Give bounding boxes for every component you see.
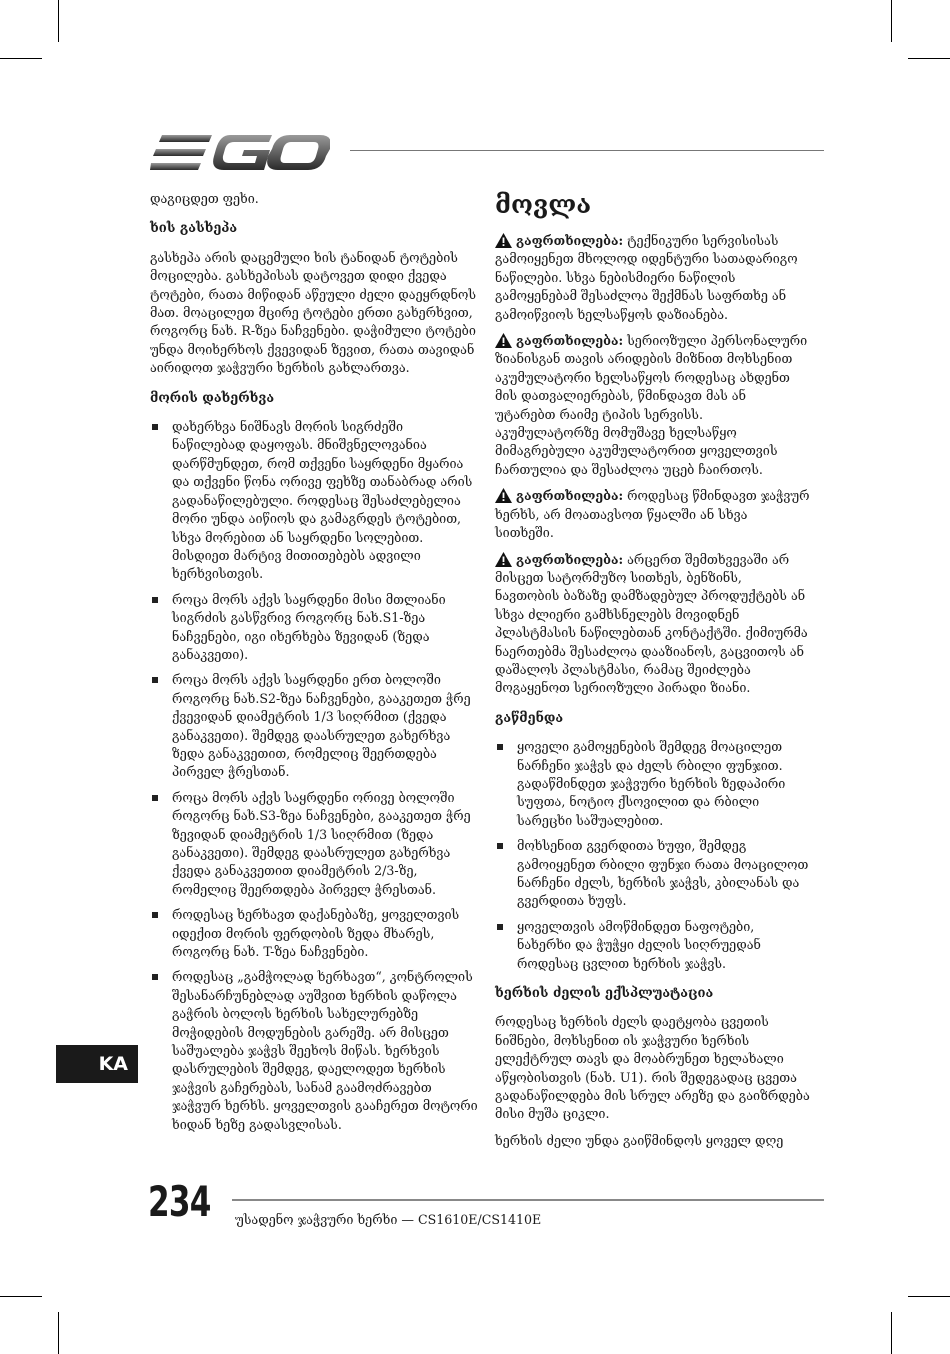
list-item: როდესაც ხერხავთ დაქანებაზე, ყოველთვის იდექით მორის ფერდობის ზედა მხარეს, როგორც ნახ. T-ზეა ნაჩვენები.	[150, 906, 480, 961]
square-bullet-icon	[497, 744, 503, 750]
crop-mark	[891, 0, 892, 42]
warning-triangle-icon	[495, 233, 512, 248]
square-bullet-icon	[497, 924, 503, 930]
square-bullet-icon	[152, 912, 158, 918]
ego-logo	[150, 132, 330, 172]
intro-fragment: დაგიცდეთ ფეხი.	[150, 191, 259, 206]
crop-mark	[908, 1296, 950, 1297]
warning-label: გაფრთხილება:	[516, 488, 624, 504]
warning-label: გაფრთხილება:	[516, 333, 624, 349]
list-item: დახერხვა ნიშნავს მორის სიგრძეში ნაწილებად დაყოფას. მნიშვნელოვანია დარწმუნდეთ, რომ თქვენი საყრდენი მყარია და თქვენი წონა ორივე ფეხზე თანაბრად არის გადანაწილებული. როდესაც შესაძლებელია მორი უნდა აიწიოს და გამაგრდეს ტოტებით, სხვა მორებით ან საყრდენი სოლებით. მისდიეთ მარტივ მითითებებს ადვილი ხერხვისთვის.	[150, 418, 480, 584]
header-rule	[350, 150, 824, 151]
list-item: როცა მორს აქვს საყრდენი ორივე ბოლოში როგორც ნახ.S3-ზეა ნაჩვენები, გააკეთეთ ჭრე ზევიდან დიამეტრის 1/3 სიღრმით (ზედა განაკვეთი). შემდეგ დაასრულეთ გახერხვა ქვედა განაკვეთით დიამეტრის 2/3-ზე, რომელიც შეერთდება პირველ ჭრესთან.	[150, 789, 480, 899]
page-number: 234	[148, 1177, 211, 1226]
crop-mark	[0, 58, 42, 59]
list-item: როდესაც „გამჭოლად ხერხავთ“, კონტროლის შესანარჩუნებლად აუშვით ხერხის დაწოლა გაჭრის ბოლოს ხერხის სახელურებზე მოჭიდების მოდუნების გარეშე. არ მისცეთ საშუალება ჯაჭვს შეეხოს მიწას. ხერხვის დასრულების შემდეგ, დაელოდეთ ხერხის ჯაჭვის გაჩერებას, სანამ გაამოძრავებთ ჯაჭვურ ხერხს. ყოველთვის გააჩერეთ მოტორი ხიდან ხეზე გადასვლისას.	[150, 968, 480, 1134]
warning-label: გაფრთხილება:	[516, 233, 624, 248]
warning-triangle-icon	[495, 552, 512, 567]
section-heading-limbing: ხის გასხეპა	[150, 221, 238, 237]
warning-triangle-icon	[495, 333, 512, 348]
bar-operation-paragraph: ხერხის ძელი უნდა გაიწმინდოს ყოველ დღე	[495, 1132, 784, 1148]
warning-label: გაფრთხილება:	[516, 551, 624, 567]
warning-text: სერიოზული პერსონალური ზიანისგან თავის არიდების მიზნით მოხსენით აკუმულატორი ხელსაწყოს როდესაც ახდენთ მის დათვალიერებას, წმინდავთ მას ან უტარებთ რაიმე ტიპის სერვისს. აკუმულატორზე მომუშავე ხელსაწყო მიმაგრებული აკუმულატორით ყოველთვის ჩართულია და შესაძლოა უცებ ჩაირთოს.	[495, 333, 808, 477]
warning-paragraph	[495, 487, 810, 542]
warning-paragraph	[495, 332, 810, 479]
bucking-list	[150, 418, 480, 1134]
section-heading-bar-operation: ხერხის ძელის ექსპლუატაცია	[495, 986, 714, 1002]
crop-mark	[0, 1296, 42, 1297]
crop-mark	[891, 1312, 892, 1354]
right-column	[495, 190, 810, 1158]
crop-mark	[58, 1312, 59, 1354]
left-column	[150, 190, 480, 1141]
square-bullet-icon	[497, 843, 503, 849]
footer-rule	[232, 1199, 824, 1201]
warning-paragraph	[495, 232, 810, 324]
section-heading-bucking: მორის დახერხვა	[150, 390, 275, 406]
list-item: როცა მორს აქვს საყრდენი მისი მთლიანი სიგრძის გასწვრივ როგორც ნახ.S1-ზეა ნაჩვენები, იგი იხერხება ზევიდან (ზედა განაკვეთი).	[150, 591, 480, 665]
list-item: ყოველი გამოყენების შემდეგ მოაცილეთ ნარჩენი ჯაჭვს და ძელს რბილი ფუნჯით. გადაწმინდეთ ჯაჭვური ხერხის ზედაპირი სუფთა, ნოტიო ქსოვილით და რბილი სარეცხი საშუალებით.	[495, 738, 810, 830]
section-heading-cleaning: გაწმენდა	[495, 710, 564, 726]
square-bullet-icon	[152, 795, 158, 801]
list-item: მოხსენით გვერდითა ხუფი, შემდეგ გამოიყენეთ რბილი ფუნჯი რათა მოაცილოთ ნარჩენი ძელს, ხერხის ჯაჭვს, კბილანას და გვერდითა ხუფს.	[495, 837, 810, 911]
warning-text: არცერთ შემთხვევაში არ მისცეთ სატორმუზო სითხეს, ბენზინს, ნავთობის ბაზაზე დამზადებულ პროდუქტებს ან სხვა ძლიერი გამხსნელებს მოვიდნენ პლასტმასის ნაწილებთან კონტაქტში. ქიმიურმა ნაერთებმა შესაძლოა დააზიანოს, გაცვითოს ან დაშალოს პლასტმასი, რამაც შეიძლება მოგაყენოთ სერიოზული პირადი ზიანი.	[495, 551, 808, 696]
square-bullet-icon	[152, 597, 158, 603]
language-tab: KA	[56, 1045, 138, 1083]
list-item: როცა მორს აქვს საყრდენი ერთ ბოლოში როგორც ნახ.S2-ზეა ნაჩვენები, გააკეთეთ ჭრე ქვევიდან დიამეტრის 1/3 სიღრმით (ქვედა განაკვეთი). შემდეგ დაასრულეთ გახერხვა ზედა განაკვეთით, რომელიც შეერთდება პირველ ჭრესთან.	[150, 671, 480, 781]
warning-text: როდესაც წმინდავთ ჯაჭვურ ხერხს, არ მოათავსოთ წყალში ან სხვა სითხეში.	[495, 488, 810, 541]
crop-mark	[58, 0, 59, 42]
limbing-paragraph: გასხეპა არის დაცემული ხის ტანიდან ტოტების მოცილება. გასხეპისას დატოვეთ დიდი ქვედა ტოტები, რათა მიწიდან აწეული ძელი დაეყრდნოს მათ. მოაცილეთ მცირე ტოტები ერთი გახერხვით, როგორც ნახ. R-ზეა ნაჩვენები. დაჭიმული ტოტები უნდა მოიხერხოს ქვევიდან ზევით, რათა თავიდან აირიდოთ ჯაჭვური ხერხის გახლართვა.	[150, 249, 477, 376]
footer-product-title: უსადენო ჯაჭვური ხერხი — CS1610E/CS1410E	[235, 1212, 542, 1227]
crop-mark	[908, 58, 950, 59]
warning-text: ტექნიკური სერვისისას გამოიყენეთ მხოლოდ იდენტური სათადარიგო ნაწილები. სხვა ნებისმიერი ნაწილის გამოყენებამ შესაძლოა შექმნას საფრთხე ან გამოიწვიოს ხელსაწყოს დაზიანება.	[495, 233, 798, 322]
warning-paragraph	[495, 551, 810, 698]
list-item: ყოველთვის ამოწმინდეთ ნაფოტები, ნახერხი და ჭუჭყი ძელის სიღრუედან როდესაც ცვლით ხერხის ჯაჭვს.	[495, 918, 810, 973]
square-bullet-icon	[152, 677, 158, 683]
section-title-maintenance: მოვლა	[495, 190, 592, 219]
cleaning-list	[495, 738, 810, 973]
bar-operation-paragraph: როდესაც ხერხის ძელს დაეტყობა ცვეთის ნიშნები, მოხსენით ის ჯაჭვური ხერხის ელექტრულ თავს და მოაბრუნეთ ხელახალი აწყობისთვის (ნახ. U1). რის შედეგადაც ცვეთა გადანაწილდება მის სრულ არეზე და გაიზრდება მისი მუშა ციკლი.	[495, 1014, 810, 1122]
warning-triangle-icon	[495, 488, 512, 503]
square-bullet-icon	[152, 974, 158, 980]
square-bullet-icon	[152, 424, 158, 430]
